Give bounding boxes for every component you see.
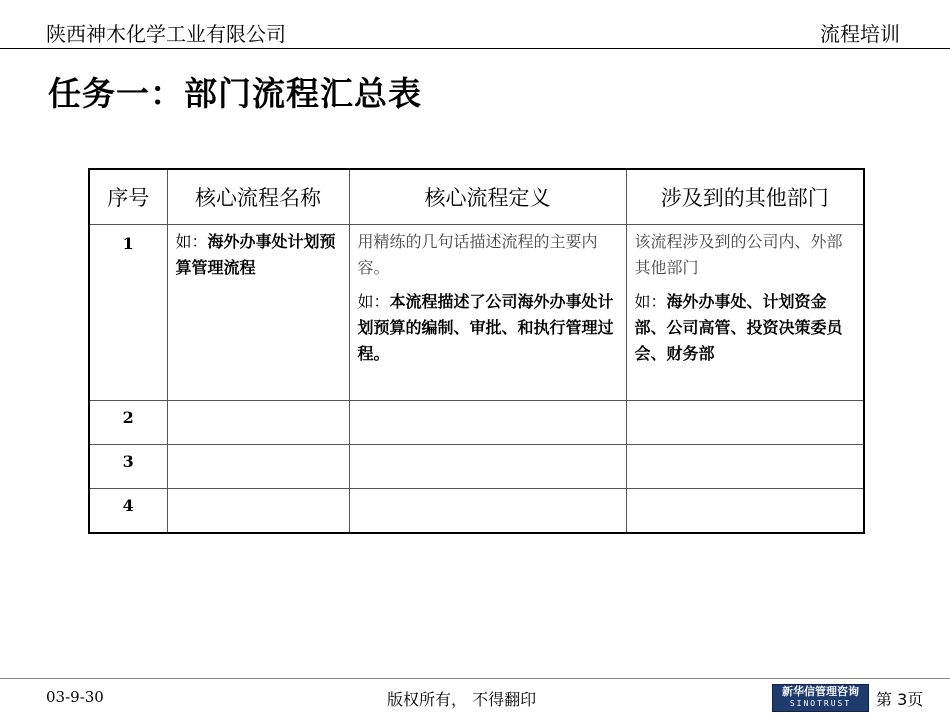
- definition-example-block: [358, 289, 618, 367]
- row-number: 4: [89, 489, 167, 533]
- table-row: [89, 225, 864, 401]
- footer-divider: [0, 678, 950, 679]
- departments-example-block: [635, 289, 856, 367]
- section-label: 流程培训: [820, 22, 900, 46]
- logo-chinese-text: 新华信管理咨询: [782, 685, 859, 698]
- table-row: [89, 401, 864, 445]
- table-header-row: [89, 169, 864, 225]
- table-row: [89, 489, 864, 533]
- example-prefix: 如：: [357, 292, 390, 311]
- empty-cell: [626, 445, 864, 489]
- sinotrust-logo: [772, 684, 869, 712]
- process-definition-cell: [349, 225, 626, 401]
- empty-cell: [167, 401, 349, 445]
- process-summary-table: [88, 168, 865, 534]
- copyright-notice: 版权所有， 不得翻印: [387, 690, 537, 709]
- example-process-name: 海外办事处计划预算管理流程: [175, 232, 336, 277]
- process-name-cell: [167, 225, 349, 401]
- example-departments: 海外办事处、计划资金部、公司高管、投资决策委员会、财务部: [634, 292, 843, 363]
- column-header-number: 序号: [89, 169, 167, 225]
- empty-cell: [349, 445, 626, 489]
- row-number: 2: [89, 401, 167, 445]
- departments-instruction: 该流程涉及到的公司内、外部其他部门: [634, 232, 843, 277]
- header-divider: [0, 48, 950, 49]
- company-name: 陕西神木化学工业有限公司: [46, 22, 286, 46]
- empty-cell: [349, 489, 626, 533]
- logo-english-text: SINOTRUST: [789, 699, 852, 708]
- page-title: 任务一：部门流程汇总表: [48, 74, 422, 113]
- departments-cell: [626, 225, 864, 401]
- table-row: [89, 445, 864, 489]
- empty-cell: [626, 401, 864, 445]
- column-header-definition: 核心流程定义: [349, 169, 626, 225]
- empty-cell: [167, 489, 349, 533]
- footer-date: 03-9-30: [46, 688, 104, 706]
- page-number: 第 3页: [876, 690, 924, 709]
- row-number: 1: [89, 225, 167, 401]
- column-header-name: 核心流程名称: [167, 169, 349, 225]
- row-number: 3: [89, 445, 167, 489]
- empty-cell: [349, 401, 626, 445]
- empty-cell: [626, 489, 864, 533]
- definition-instruction: 用精练的几句话描述流程的主要内容。: [357, 232, 598, 277]
- empty-cell: [167, 445, 349, 489]
- example-definition: 本流程描述了公司海外办事处计划预算的编制、审批、和执行管理过程。: [357, 292, 614, 363]
- example-prefix: 如：: [175, 232, 208, 251]
- column-header-departments: 涉及到的其他部门: [626, 169, 864, 225]
- example-prefix: 如：: [634, 292, 667, 311]
